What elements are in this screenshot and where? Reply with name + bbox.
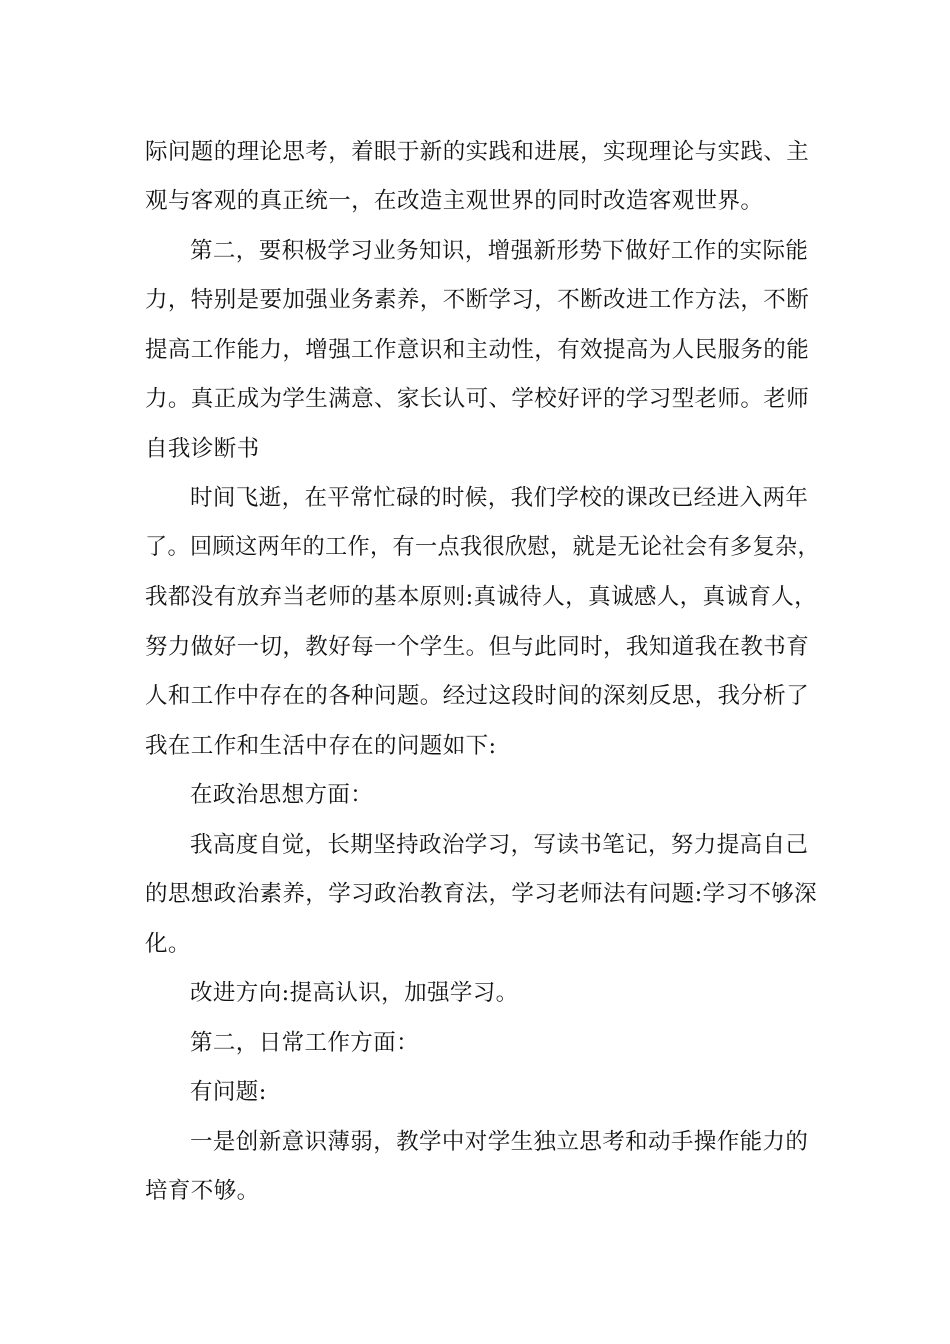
text-line: 第二，要积极学习业务知识，增强新形势下做好工作的实际能 xyxy=(190,238,809,264)
text-line: 我高度自觉，长期坚持政治学习，写读书笔记，努力提高自己 xyxy=(190,832,809,858)
text-line: 我在工作和生活中存在的问题如下: xyxy=(145,733,497,759)
text-line: 际问题的理论思考，着眼于新的实践和进展，实现理论与实践、主 xyxy=(145,139,810,165)
text-line: 我都没有放弃当老师的基本原则:真诚待人，真诚感人，真诚育人， xyxy=(145,584,818,610)
text-line: 改进方向:提高认识，加强学习。 xyxy=(190,980,519,1006)
text-line: 化。 xyxy=(145,931,191,957)
text-line: 观与客观的真正统一，在改造主观世界的同时改造客观世界。 xyxy=(145,188,764,214)
text-line: 力，特别是要加强业务素养，不断学习，不断改进工作方法，不断 xyxy=(145,287,810,313)
text-line: 力。真正成为学生满意、家长认可、学校好评的学习型老师。老师 xyxy=(145,386,810,412)
text-line: 在政治思想方面： xyxy=(190,782,374,808)
text-line: 了。回顾这两年的工作，有一点我很欣慰，就是无论社会有多复杂， xyxy=(145,534,820,560)
text-line: 一是创新意识薄弱，教学中对学生独立思考和动手操作能力的 xyxy=(190,1129,809,1155)
text-line: 时间飞逝，在平常忙碌的时候，我们学校的课改已经进入两年 xyxy=(190,485,809,511)
text-line: 培育不够。 xyxy=(145,1178,260,1204)
text-line: 努力做好一切，教好每一个学生。但与此同时，我知道我在教书育 xyxy=(145,634,810,660)
text-line: 有问题: xyxy=(190,1079,267,1105)
text-line: 自我诊断书 xyxy=(145,436,260,462)
text-line: 人和工作中存在的各种问题。经过这段时间的深刻反思，我分析了 xyxy=(145,683,810,709)
text-line: 的思想政治素养，学习政治教育法，学习老师法有问题:学习不够深 xyxy=(145,881,818,907)
text-line: 提高工作能力，增强工作意识和主动性，有效提高为人民服务的能 xyxy=(145,337,810,363)
text-line: 第二，日常工作方面： xyxy=(190,1030,420,1056)
